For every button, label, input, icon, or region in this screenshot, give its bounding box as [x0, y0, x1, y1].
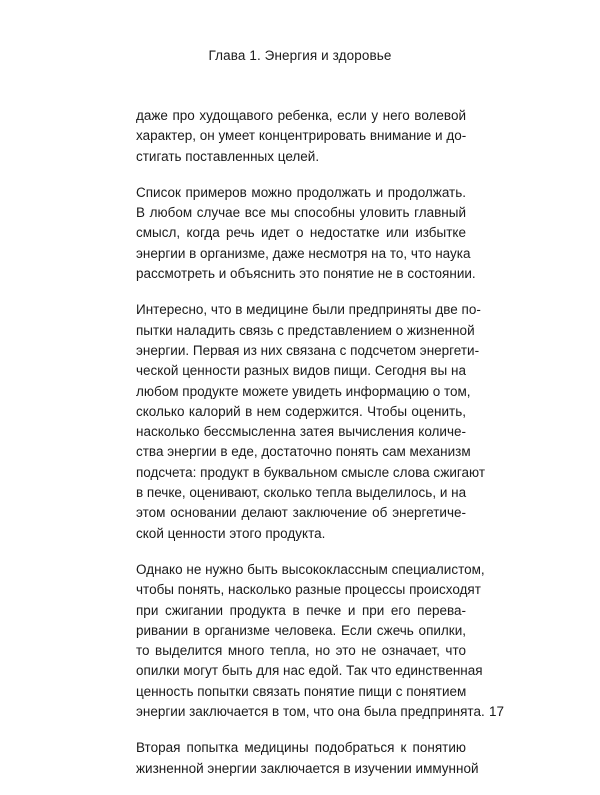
text-line: ской ценности этого продукта.: [136, 525, 326, 541]
text-line: В любом случае все мы способны уловить главный: [136, 205, 466, 221]
text-line: энергии заключается в том, что она была предпринята.: [136, 704, 485, 720]
text-line: сколько калорий в нем содержится. Чтобы оценить,: [136, 403, 466, 419]
text-line: стигать поставленных целей.: [136, 148, 320, 164]
text-line: Однако не нужно быть высококлассным специалистом,: [136, 561, 485, 577]
text-line: чтобы понять, насколько разные процессы происходят: [136, 582, 481, 598]
text-line: даже про худощавого ребенка, если у него волевой: [136, 108, 466, 123]
text-line: энергии. Первая из них связана с подсчетом энергети-: [136, 342, 480, 358]
text-line: ческой ценности разных видов пищи. Сегодня вы на: [136, 363, 466, 379]
paragraph-5: [136, 738, 479, 779]
text-line: Вторая попытка медицины подобраться к понятию: [136, 740, 466, 756]
text-line: насколько бессмысленна затея вычисления количе-: [136, 424, 466, 440]
paragraph-3: [136, 300, 486, 544]
page-number: 17: [488, 704, 504, 719]
running-header: Глава 1. Энергия и здоровье: [208, 48, 392, 63]
text-line: в печке, оценивают, сколько тепла выделилось, и на: [136, 485, 467, 501]
text-line: смысл, когда речь идет о недостатке или избытке: [136, 225, 466, 241]
paragraph-4: [136, 560, 485, 722]
text-line: Список примеров можно продолжать и продолжать.: [136, 184, 466, 200]
text-line: ценность попытки связать понятие пищи с понятием: [136, 683, 467, 699]
paragraph-1: [136, 106, 466, 167]
paragraph-2: [136, 183, 476, 284]
text-line: рассмотреть и объяснить это понятие не в состоянии.: [136, 266, 476, 282]
text-line: Интересно, что в медицине были предприняты две по-: [136, 302, 481, 318]
text-line: опилки могут быть для нас едой. Так что единственная: [136, 663, 483, 679]
text-line: ривании в организме человека. Если сжечь опилки,: [136, 622, 466, 638]
text-line: этом основании делают заключение об энергетиче-: [136, 505, 466, 521]
text-line: пытки наладить связь с представлением о жизненной: [136, 322, 475, 338]
text-line: подсчета: продукт в буквальном смысле слова сжигают: [136, 464, 486, 480]
text-line: жизненной энергии заключается в изучении иммунной: [136, 760, 479, 776]
text-line: любом продукте можете увидеть информацию о том,: [136, 383, 471, 399]
text-line: при сжигании продукта в печке и при его перева-: [136, 602, 466, 618]
body-text: [136, 106, 486, 795]
text-line: то выделится много тепла, но это не означает, что: [136, 643, 466, 659]
text-line: энергии в организме, даже несмотря на то, что наука: [136, 245, 471, 261]
text-line: ства энергии в еде, достаточно понять сам механизм: [136, 444, 471, 460]
text-line: характер, он умеет концентрировать внимание и до-: [136, 128, 467, 144]
